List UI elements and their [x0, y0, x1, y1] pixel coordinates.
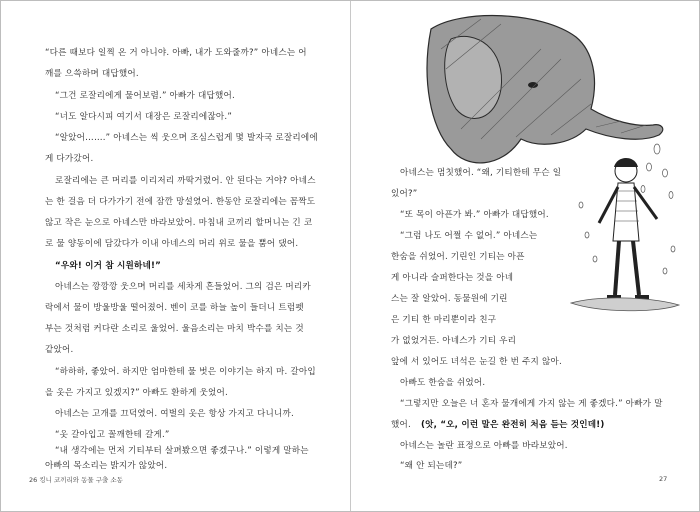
text-line: 아네스는 놀란 표정으로 아빠를 바라보았어.	[400, 441, 568, 451]
text-line: 는 한 걸음 더 다가가기 전에 잠깐 망설였어. 한동안 로잘리에는 꼼짝도	[45, 197, 316, 207]
text-line: “그렇지만 오늘은 너 혼자 물개에게 가지 않는 게 좋겠다.” 아빠가 말	[400, 399, 663, 409]
text-line: “그건 로잘리에게 물어보렴.” 아빠가 대답했어.	[55, 91, 235, 101]
emphasized-line	[421, 420, 605, 431]
text-line: 아네스는 고개를 끄덕였어. 여벌의 옷은 항상 가지고 다니니까.	[55, 409, 294, 419]
text-line: 가 없었거든. 아네스가 기티 우리	[391, 336, 517, 346]
text-line: 아빠도 한숨을 쉬었어.	[400, 378, 486, 388]
text-line: 로잘리에는 큰 머리를 이리저리 까딱거렸어. 안 된다는 거야? 아네스	[55, 176, 316, 186]
text-line: “너도 알다시피 여기서 대장은 로잘리에잖아.”	[55, 112, 232, 122]
text-line: 아빠의 목소리는 밝지가 않았어.	[45, 461, 168, 471]
emphasis-prefix: (앗,	[421, 420, 438, 430]
text-line: 로 물 양동이에 담갔다가 이내 아네스의 머리 위로 물을 뿜어 댔어.	[45, 239, 299, 249]
text-line: “왜 안 되는데?”	[400, 461, 463, 471]
text-line: 깨를 으쓱하며 대답했어.	[45, 69, 139, 79]
text-line: 은 기티 한 마리뿐이라 친구	[391, 315, 497, 325]
text-line: “다른 때보다 일찍 온 거 아니야. 아빠, 내가 도와줄까?” 아네스는 어	[45, 48, 307, 58]
text-line: “내 생각에는 먼저 기티부터 살펴봤으면 좋겠구나.” 이렇게 말하는	[55, 446, 309, 456]
text-line: 게 아니라 슬퍼한다는 것을 아네	[391, 273, 514, 283]
text-line: 부는 것처럼 커다란 소리로 울었어. 울음소리는 마치 박수를 치는 것	[45, 324, 304, 334]
text-line: “알았어…….” 아네스는 씩 웃으며 조심스럽게 몇 발자국 로잘리에에	[55, 133, 318, 143]
text-line: 한숨을 쉬었어. 기린인 기티는 아픈	[391, 252, 525, 262]
text-line: 했어.	[391, 420, 411, 430]
text-line: 있어?”	[391, 189, 418, 199]
text-line: “옷 갈아입고 꼴깨한테 갈게.”	[55, 430, 170, 440]
text-line: 않고 작은 눈으로 아네스만 바라보았어. 마침내 코끼리 할머니는 긴 코	[45, 218, 313, 228]
text-line: 아네스는 깡깡깡 웃으며 머리를 세차게 흔들었어. 그의 검은 머리카	[55, 282, 311, 292]
text-line: “우와! 이거 참 시원하네!”	[55, 261, 162, 271]
text-line: 스는 잘 알았어. 동물원에 기린	[391, 294, 508, 304]
text-line: 같았어.	[45, 345, 74, 355]
text-line: 을 옷은 가지고 있겠지?” 아빠도 환하게 웃었어.	[45, 388, 228, 398]
emphasis-text: “오, 이런 말은 완전히 처음 듣는 것인데!)	[440, 420, 605, 430]
text-line: 앞에 서 있어도 녀석은 눈길 한 번 주지 않아.	[391, 357, 562, 367]
text-line: “그럼 나도 어쩔 수 없어.” 아네스는	[400, 231, 538, 241]
page-gutter	[350, 1, 351, 511]
text-line: 락에서 물이 방울방울 떨어졌어. 벤이 코를 하늘 높이 들더니 트럼펫	[45, 303, 304, 313]
text-line: 게 다가갔어.	[45, 154, 94, 164]
text-line: “하하하, 좋았어. 하지만 엄마한테 물 벗은 이야기는 하지 마. 갈아입	[55, 367, 316, 377]
text-line: “또 목이 아픈가 봐.” 아빠가 대답했어.	[400, 210, 549, 220]
text-line: 아네스는 멈칫했어. “왜, 기티한테 무슨 일	[400, 168, 562, 178]
left-footer: 26 킹니 코끼리와 동물 구출 소동	[29, 476, 123, 484]
right-footer: 27	[659, 475, 668, 483]
